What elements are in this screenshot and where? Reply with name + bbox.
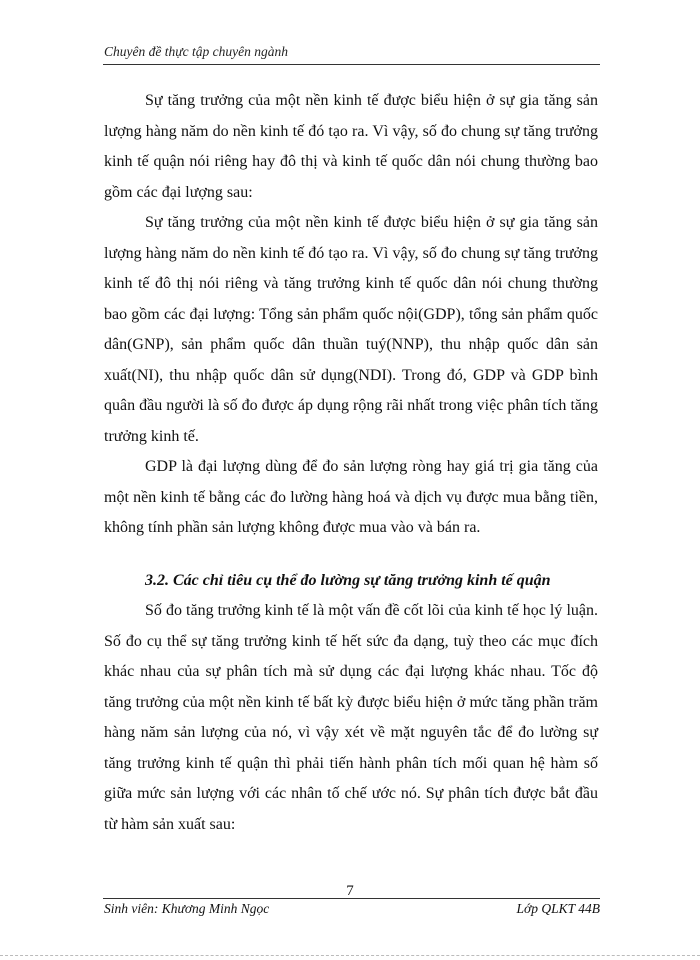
footer-class-name: Lớp QLKT 44B (516, 901, 600, 916)
footer-divider (103, 898, 600, 899)
document-body (104, 86, 598, 840)
header-divider (103, 64, 600, 65)
page-number: 7 (346, 883, 354, 899)
body-paragraph-3: GDP là đại lượng dùng để đo sản lượng ròng hay giá trị gia tăng của một nền kinh tế bằng các đo lường hàng hoá và dịch vụ được mua bằng tiền, không tính phần sản lượng không được mua vào và bán ra. (104, 458, 598, 536)
body-paragraph-4: Số đo tăng trưởng kinh tế là một vấn đề cốt lõi của kinh tế học lý luận. Số đo cụ thể sự tăng trưởng kinh tế hết sức đa dạng, tuỳ theo các mục đích khác nhau của sự phân tích mà sử dụng các đại lượng khác nhau. Tốc độ tăng trưởng của một nền kinh tế bất kỳ được biểu hiện ở mức tăng phần trăm hàng năm sản lượng của nó, vì vậy xét về mặt nguyên tắc để đo lường sự tăng trưởng kinh tế quận thì phải tiến hành phân tích mối quan hệ hàm số giữa mức sản lượng với các nhân tố chế ước nó. Sự phân tích được bắt đầu từ hàm sản xuất sau: (104, 602, 598, 833)
page-bottom-edge (0, 955, 700, 956)
footer-student-name: Sinh viên: Khương Minh Ngọc (104, 901, 270, 916)
section-heading: 3.2. Các chỉ tiêu cụ thể đo lường sự tăng trưởng kinh tế quận (145, 571, 551, 589)
spacer (104, 544, 598, 566)
body-paragraph-1: Sự tăng trưởng của một nền kinh tế được biểu hiện ở sự gia tăng sản lượng hàng năm do nền kinh tế đó tạo ra. Vì vậy, số đo chung sự tăng trưởng kinh tế quận nói riêng hay đô thị và kinh tế quốc dân nói chung thường bao gồm các đại lượng sau: (104, 92, 598, 201)
body-paragraph-2: Sự tăng trưởng của một nền kinh tế được biểu hiện ở sự gia tăng sản lượng hàng năm do nền kinh tế đó tạo ra. Vì vậy, số đo chung sự tăng trưởng kinh tế đô thị nói riêng và tăng trưởng kinh tế quốc dân nói chung thường bao gồm các đại lượng: Tổng sản phẩm quốc nội(GDP), tổng sản phẩm quốc dân(GNP), sản phẩm quốc dân thuần tuý(NNP), thu nhập quốc dân sản xuất(NI), thu nhập quốc dân sử dụng(NDI). Trong đó, GDP và GDP bình quân đầu người là số đo được áp dụng rộng rãi nhất trong việc phân tích tăng trưởng kinh tế. (104, 214, 598, 445)
running-header: Chuyên đề thực tập chuyên ngành (104, 44, 288, 59)
